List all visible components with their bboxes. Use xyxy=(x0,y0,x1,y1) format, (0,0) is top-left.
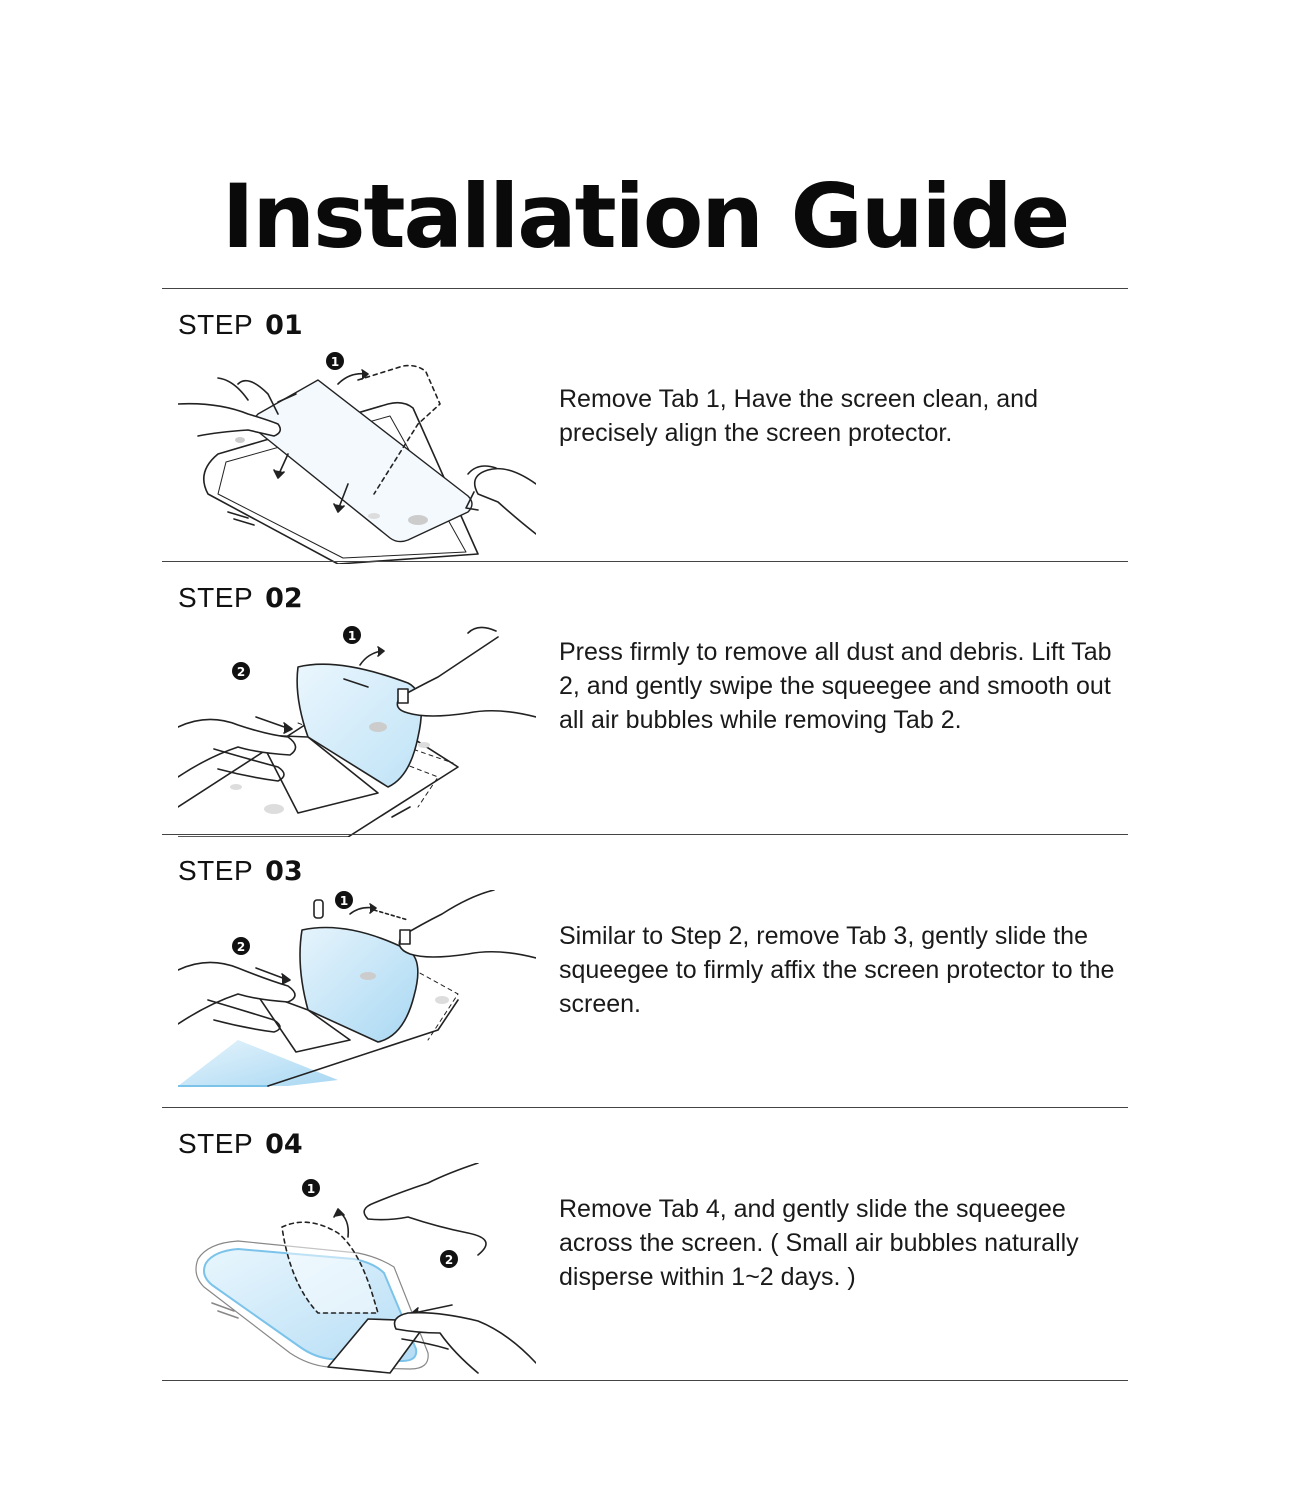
step-2 xyxy=(162,561,1128,833)
divider xyxy=(162,1380,1128,1381)
right-hand xyxy=(475,469,536,534)
step-number: 03 xyxy=(265,856,303,887)
step-4-illustration xyxy=(178,1163,536,1383)
step-description: Press firmly to remove all dust and debris. Lift Tab 2, and gently swipe the squeegee and smooth out all air bubbles while removing Tab 2. xyxy=(559,638,1112,734)
marker-tab-2-label: 2 xyxy=(444,1253,454,1267)
marker-tab-2-label: 2 xyxy=(236,940,246,954)
step-label xyxy=(178,1127,303,1162)
step-description: Remove Tab 4, and gently slide the squeegee across the screen. ( Small air bubbles naturally disperse within 1~2 days. ) xyxy=(559,1195,1079,1291)
step-label xyxy=(178,308,303,343)
step-word: STEP xyxy=(178,855,254,886)
step-1 xyxy=(162,288,1128,560)
step-description: Similar to Step 2, remove Tab 3, gently slide the squeegee to firmly affix the screen protector to the screen. xyxy=(559,922,1115,1018)
step-number: 01 xyxy=(265,310,303,341)
step-number: 02 xyxy=(265,583,303,614)
step-word: STEP xyxy=(178,309,254,340)
right-hand xyxy=(397,637,536,717)
step-word: STEP xyxy=(178,582,254,613)
marker-tab-1-label: 1 xyxy=(306,1182,316,1196)
step-3 xyxy=(162,834,1128,1106)
marker-tab-2-label: 2 xyxy=(236,665,246,679)
marker-tab-1-label: 1 xyxy=(347,629,357,643)
step-label xyxy=(178,581,303,616)
step-word: STEP xyxy=(178,1128,254,1159)
step-1-illustration xyxy=(178,344,536,564)
marker-tab-1-label: 1 xyxy=(339,894,349,908)
marker-tab-1-label: 1 xyxy=(330,355,340,369)
right-hand xyxy=(399,890,536,958)
page-title: Installation Guide xyxy=(221,164,1069,268)
step-label xyxy=(178,854,303,889)
step-number: 04 xyxy=(265,1129,303,1160)
right-hand-bottom xyxy=(395,1313,537,1373)
right-hand-top xyxy=(364,1163,486,1255)
step-3-illustration xyxy=(178,890,536,1110)
step-description: Remove Tab 1, Have the screen clean, and precisely align the screen protector. xyxy=(559,385,1038,447)
step-2-illustration xyxy=(178,617,536,837)
step-4 xyxy=(162,1107,1128,1379)
left-hand xyxy=(178,404,280,436)
